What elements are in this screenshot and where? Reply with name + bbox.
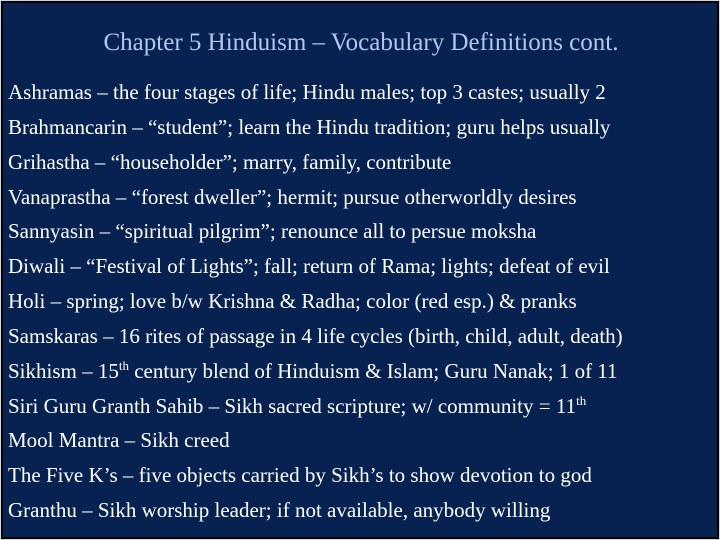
definition-line: Diwali – “Festival of Lights”; fall; return of Rama; lights; defeat of evil <box>8 254 610 279</box>
definition-line: Vanaprastha – “forest dweller”; hermit; pursue otherworldly desires <box>8 184 577 209</box>
definition-line: Ashramas – the four stages of life; Hindu males; top 3 castes; usually 2 <box>8 80 606 104</box>
ordinal-suffix: th <box>118 357 129 373</box>
definition-line: Samskaras – 16 rites of passage in 4 life cycles (birth, child, adult, death) <box>8 323 623 348</box>
definition-line: Holi – spring; love b/w Krishna & Radha; color (red esp.) & pranks <box>8 289 577 314</box>
line-text: Sikhism – 15 <box>8 358 119 383</box>
definition-line: The Five K’s – five objects carried by Sikh’s to show devotion to god <box>8 463 592 488</box>
slide-title: Chapter 5 Hinduism – Vocabulary Definitions cont. <box>103 29 619 56</box>
line-text: century blend of Hinduism & Islam; Guru Nanak; 1 of 11 <box>128 358 618 383</box>
definition-line: Brahmancarin – “student”; learn the Hindu tradition; guru helps usually <box>8 114 611 139</box>
definition-line: Mool Mantra – Sikh creed <box>8 428 230 453</box>
definition-line <box>8 354 716 389</box>
line-text: Siri Guru Granth Sahib – Sikh sacred scripture; w/ community = 11 <box>8 393 577 418</box>
definition-line: Granthu – Sikh worship leader; if not available, anybody willing <box>8 498 551 523</box>
definition-line: Sannyasin – “spiritual pilgrim”; renounce all to persue moksha <box>8 219 537 244</box>
definition-line: Grihastha – “householder”; marry, family, contribute <box>8 149 452 174</box>
definition-line <box>8 389 716 424</box>
ordinal-suffix: th <box>576 392 587 408</box>
definition-list <box>8 75 716 528</box>
